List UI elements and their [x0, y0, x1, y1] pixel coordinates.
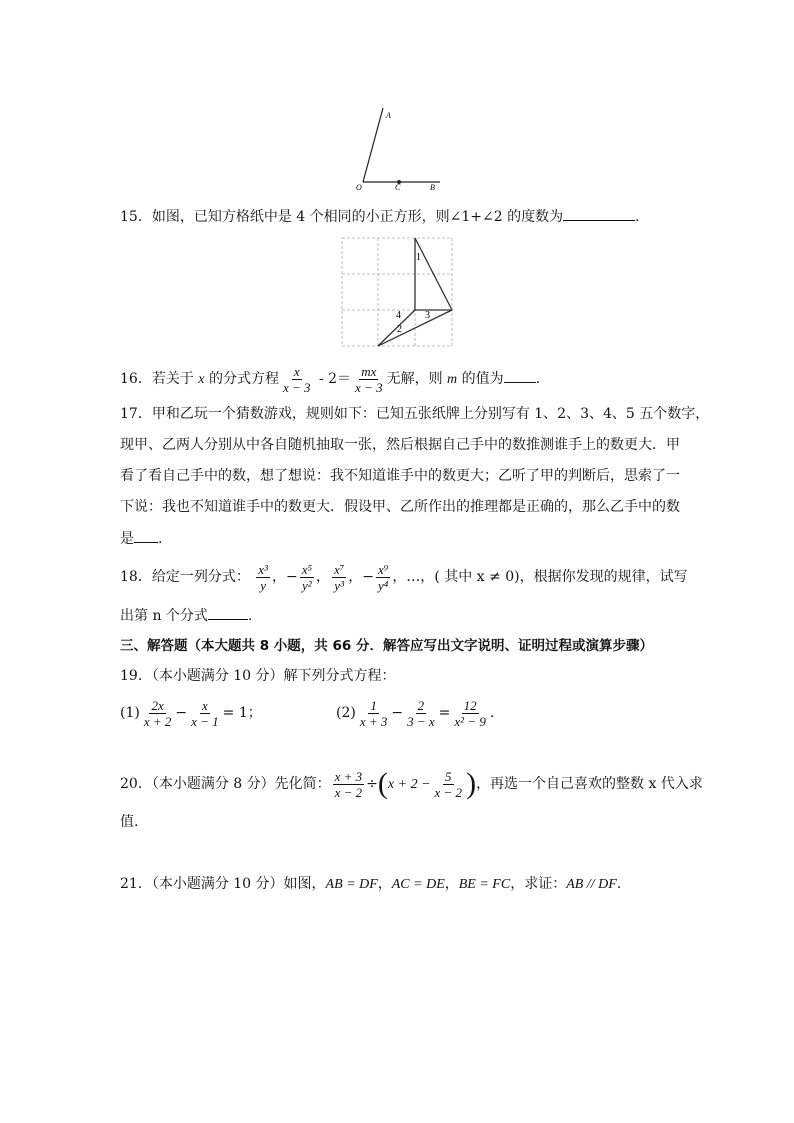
question-19-part-2: (2) $\frac{1}{x + 3}$ − $\frac{2}{3 - x}$ = $\frac{12}{\text{x² − 9}}$ . [336, 697, 495, 729]
answer-blank-15[interactable] [563, 206, 635, 221]
fraction-x5-over-y2: $\frac{\text{x⁵}}{\text{y²}}$ [301, 561, 312, 593]
answer-blank-17[interactable] [134, 528, 158, 543]
question-17-line-5: 是 . [120, 528, 162, 549]
label-b: B [430, 183, 435, 192]
grid-label-3: 3 [425, 310, 430, 321]
label-o: O [356, 183, 362, 192]
fraction-x7-over-y3: $\frac{\text{x⁷}}{\text{y³}}$ [333, 561, 345, 593]
question-17-line-1: 17．甲和乙玩一个猜数游戏，规则如下：已知五张纸牌上分别写有 1、2、3、4、5 五个数字， [120, 406, 710, 422]
fraction-2x-over-x-plus-2: $\frac{2x}{x + 2}$ [143, 697, 172, 729]
fraction-12-over-x2-minus-9: $\frac{12}{\text{x² − 9}}$ [454, 697, 486, 729]
grid-label-2: 2 [397, 324, 402, 335]
fraction-x9-over-y4: $\frac{\text{x⁹}}{\text{y⁴}}$ [378, 561, 389, 593]
fraction-x3-over-y: $\frac{\text{x³}}{y}$ [258, 561, 268, 593]
answer-blank-18[interactable] [208, 605, 248, 620]
question-21: 21．（本小题满分 10 分）如图，AB = DF，AC = DE，BE = FC，求证：AB // DF. [120, 876, 622, 892]
fraction-x-plus-3-over-x-minus-2: $\frac{x + 3}{x - 2}$ [334, 768, 363, 800]
ray-oa [363, 108, 383, 182]
fraction-2-over-3-minus-x: $\frac{2}{3 - x}$ [407, 697, 435, 729]
question-17-line-3: 看了看自己手中的数，想了想说：我不知道谁手中的数更大；乙听了甲的判断后，思索了一 [120, 468, 680, 484]
grid-label-1: 1 [416, 252, 421, 263]
question-16: 16．若关于 x 的分式方程 $\frac{x}{x - 3}$ - 2＝ $\frac{mx}{x - 3}$ 无解，则 m 的值为 . [120, 363, 541, 395]
fraction-mx-over-x-minus-3: $\frac{mx}{x - 3}$ [355, 363, 383, 395]
question-19-title: 19．（本小题满分 10 分）解下列分式方程： [120, 668, 396, 684]
fraction-5-over-x-minus-2: $\frac{5}{x - 2}$ [434, 768, 463, 800]
label-a: A [386, 111, 391, 120]
question-20-line-2: 值. [120, 814, 139, 830]
grid-label-4: 4 [396, 310, 401, 321]
fraction-x-over-x-minus-1: $\frac{x}{x - 1}$ [191, 697, 219, 729]
question-17-line-4: 下说：我也不知道谁手中的数更大．假设甲、乙所作出的推理都是正确的，那么乙手中的数 [120, 499, 680, 515]
question-18-line-2: 出第 n 个分式 . [120, 605, 252, 626]
fraction-1-over-x-plus-3: $\frac{1}{x + 3}$ [359, 697, 388, 729]
angle-figure [350, 100, 450, 192]
question-15: 15．如图，已知方格纸中是 4 个相同的小正方形，则∠1+∠2 的度数为 . [120, 206, 640, 227]
question-20: 20．（本小题满分 8 分）先化简： $\frac{x + 3}{x - 2}$ ÷(x + 2 − $\frac{5}{x - 2}$ )，再选一个自己喜欢的整数 x 代入求 [120, 767, 703, 800]
grid-figure [340, 236, 454, 348]
fraction-x-over-x-minus-3: $\frac{x}{x - 3}$ [282, 363, 311, 395]
question-18: 18．给定一列分式： $\frac{\text{x³}}{y}$ ，− $\frac{\text{x⁵}}{\text{y²}}$ ， $\frac{\text{x⁷}}{\text{y³}}$ ，− $\frac{\text{x⁹}}{\text{y⁴}}$ ，…，( 其中 x ≠ 0)，根据你发现的规律，试写 [120, 561, 688, 593]
label-c: C [395, 183, 401, 192]
answer-blank-16[interactable] [504, 368, 536, 383]
question-19-part-1: (1) $\frac{2x}{x + 2}$ − $\frac{x}{x - 1}$ = 1； [120, 697, 262, 729]
section-3-heading: 三、解答题（本大题共 8 小题，共 66 分．解答应写出文字说明、证明过程或演算步骤） [120, 638, 653, 654]
question-17-line-2: 现甲、乙两人分别从中各自随机抽取一张，然后根据自己手中的数推测谁手上的数更大．甲 [120, 437, 680, 453]
